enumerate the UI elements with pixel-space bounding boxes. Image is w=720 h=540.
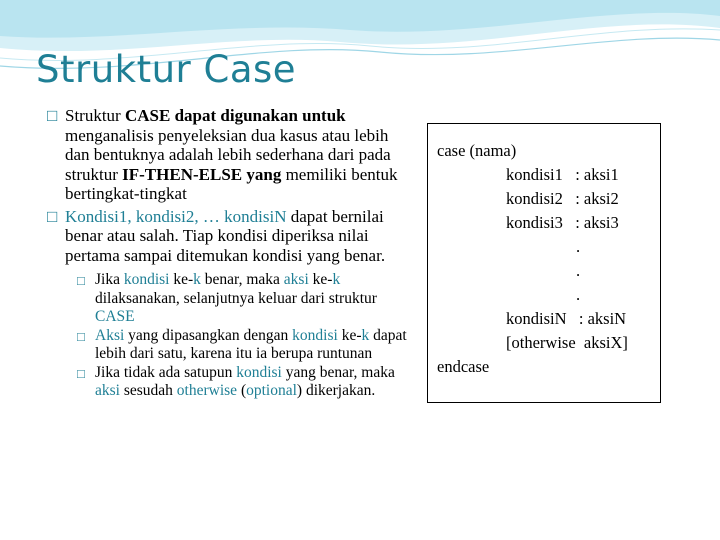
- code-line: kondisi2 : aksi2: [506, 189, 619, 208]
- bullet-text-segment: dapat bernilai benar atau salah. Tiap kondisi diperiksa nilai pertama sampai ditemukan kondisi yang benar.: [65, 206, 386, 265]
- bullet-text-segment: sesudah: [119, 382, 177, 399]
- bullet-text-segment: ke-: [169, 271, 194, 288]
- code-line: kondisiN : aksiN: [506, 309, 627, 328]
- bullet-text-segment: k: [361, 326, 370, 344]
- bullet-text-segment: CASE dapat digunakan untuk: [124, 106, 346, 125]
- bullet-text-segment: yang benar, maka: [281, 363, 395, 381]
- sub-list-item: [77, 271, 417, 327]
- bullet-icon: □: [47, 106, 58, 125]
- bullet-text-segment: ) dikerjakan.: [296, 382, 376, 399]
- bullet-text-segment: Aksi: [95, 326, 125, 344]
- bullet-text-segment: kondisi: [236, 363, 282, 381]
- bullet-icon: □: [77, 328, 85, 344]
- bullet-icon: □: [77, 273, 85, 288]
- code-line: [otherwise aksiX]: [506, 333, 628, 352]
- bullet-text-segment: (: [237, 382, 247, 399]
- bullet-text-segment: ke-: [337, 326, 362, 344]
- bullet-text-segment: aksi: [95, 382, 120, 399]
- bullet-text-segment: memiliki bentuk bertingkat-tingkat: [65, 164, 398, 203]
- bullet-text-segment: k: [193, 271, 201, 288]
- page-title: Struktur Case: [36, 48, 297, 91]
- bullet-text-segment: Jika: [95, 271, 124, 288]
- bullet-icon: □: [47, 206, 58, 226]
- bullet-text-segment: kondisi: [123, 271, 170, 288]
- sub-list-item: [77, 327, 417, 364]
- code-line: kondisi1 : aksi1: [506, 165, 619, 184]
- bullet-text-segment: Kondisi1, kondisi2, … kondisiN: [65, 206, 287, 226]
- bullet-text-segment: dilaksanakan, selanjutnya keluar dari struktur: [95, 289, 377, 307]
- bullet-text-segment: IF-THEN-ELSE yang: [122, 164, 282, 184]
- bullet-text-segment: Struktur: [65, 106, 125, 125]
- bullet-text-segment: aksi: [283, 271, 309, 288]
- bullet-text-segment: CASE: [95, 308, 135, 325]
- code-line: endcase: [437, 357, 490, 376]
- bullet-text-segment: menganalisis penyeleksian dua kasus atau lebih dan bentuknya adalah lebih sederhana dari pada struktur: [65, 125, 391, 184]
- bullet-list: [47, 106, 417, 401]
- bullet-text-segment: k: [332, 271, 341, 288]
- bullet-text-segment: dapat lebih dari satu, karena itu ia berupa runtunan: [95, 326, 407, 362]
- case-syntax-box: [427, 123, 661, 403]
- code-line: .: [576, 285, 581, 304]
- bullet-text-segment: ke-: [308, 271, 333, 288]
- list-item: [47, 106, 417, 204]
- list-item: [47, 207, 417, 266]
- bullet-icon: □: [77, 365, 85, 381]
- bullet-text-segment: otherwise: [176, 382, 238, 399]
- sub-list-item: [77, 364, 417, 401]
- bullet-text-segment: benar, maka: [200, 271, 284, 288]
- code-line: .: [576, 237, 581, 256]
- bullet-text-segment: yang dipasangkan dengan: [124, 326, 293, 344]
- code-line: .: [576, 261, 581, 280]
- code-line: kondisi3 : aksi3: [506, 213, 619, 232]
- code-line: case (nama): [437, 141, 517, 160]
- bullet-text-segment: optional: [246, 382, 297, 399]
- bullet-text-segment: kondisi: [292, 326, 338, 344]
- bullet-text-segment: Jika tidak ada satupun: [95, 363, 237, 381]
